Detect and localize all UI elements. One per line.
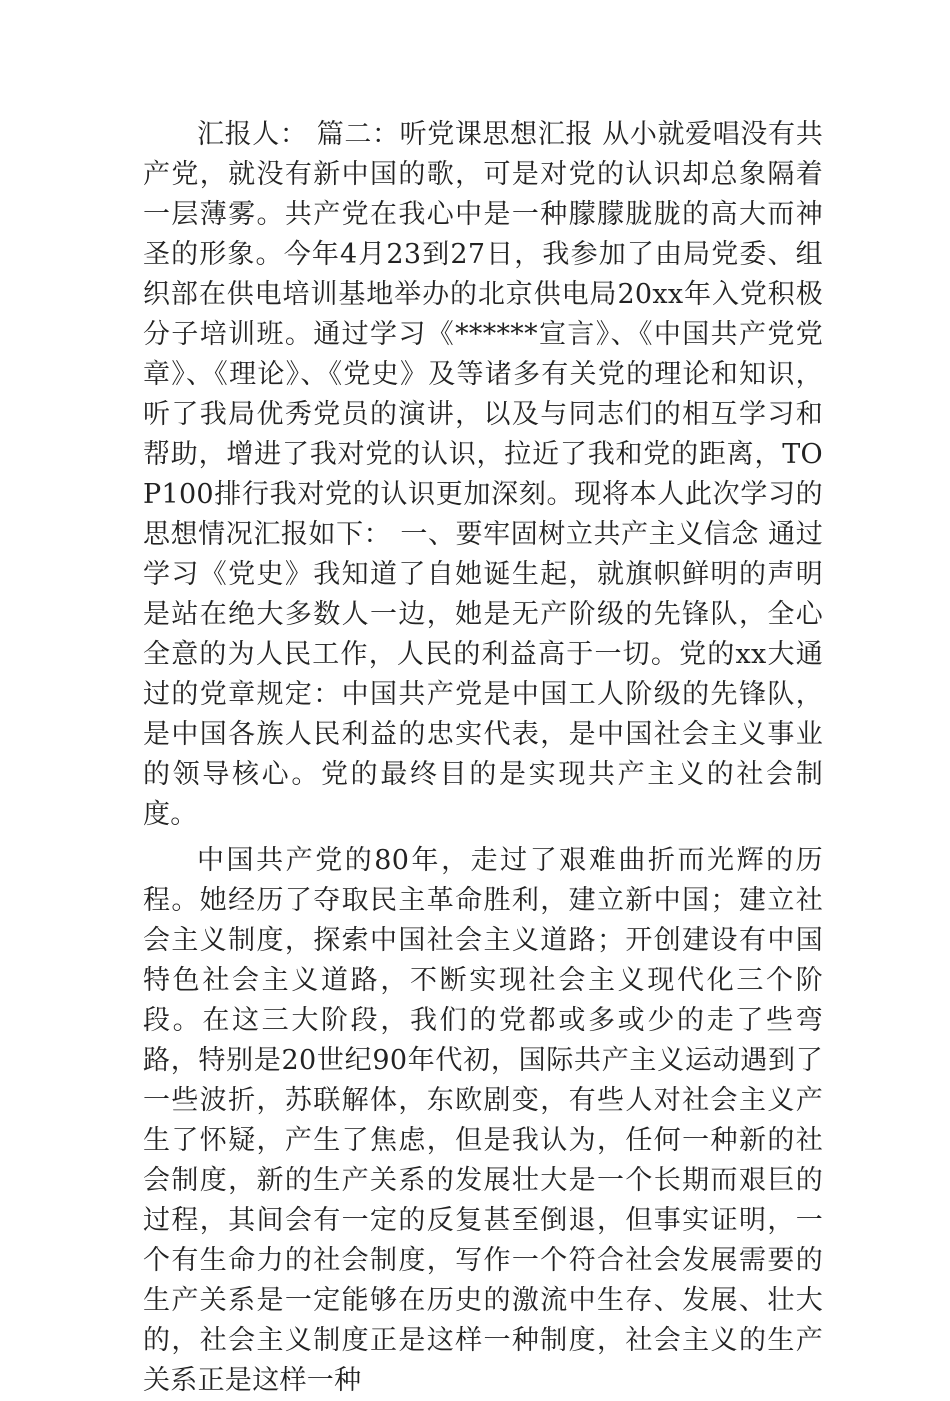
document-body bbox=[143, 115, 823, 1401]
paragraph-2: 中国共产党的80年，走过了艰难曲折而光辉的历程。她经历了夺取民主革命胜利，建立新中国；建立社会主义制度，探索中国社会主义道路；开创建设有中国特色社会主义道路，不断实现社会主义现代化三个阶段。在这三大阶段，我们的党都或多或少的走了些弯路，特别是20世纪90年代初，国际共产主义运动遇到了一些波折，苏联解体，东欧剧变，有些人对社会主义产生了怀疑，产生了焦虑，但是我认为，任何一种新的社会制度，新的生产关系的发展壮大是一个长期而艰巨的过程，其间会有一定的反复甚至倒退，但事实证明，一个有生命力的社会制度，写作一个符合社会发展需要的生产关系是一定能够在历史的激流中生存、发展、壮大的，社会主义制度正是这样一种制度，社会主义的生产关系正是这样一种 bbox=[143, 845, 823, 1396]
paragraph-1: 汇报人： 篇二：听党课思想汇报 从小就爱唱没有共产党，就没有新中国的歌，可是对党的认识却总象隔着一层薄雾。共产党在我心中是一种朦朦胧胧的高大而神圣的形象。今年4月23到27日，我参加了由局党委、组织部在供电培训基地举办的北京供电局20xx年入党积极分子培训班。通过学习《******宣言》、《中国共产党党章》、《理论》、《党史》及等诸多有关党的理论和知识，听了我局优秀党员的演讲，以及与同志们的相互学习和帮助，增进了我对党的认识，拉近了我和党的距离，TOP100排行我对党的认识更加深刻。现将本人此次学习的思想情况汇报如下： 一、要牢固树立共产主义信念 通过学习《党史》我知道了自她诞生起，就旗帜鲜明的声明是站在绝大多数人一边，她是无产阶级的先锋队，全心全意的为人民工作，人民的利益高于一切。党的xx大通过的党章规定：中国共产党是中国工人阶级的先锋队，是中国各族人民利益的忠实代表，是中国社会主义事业的领导核心。党的最终目的是实现共产主义的社会制度。 bbox=[143, 119, 823, 830]
